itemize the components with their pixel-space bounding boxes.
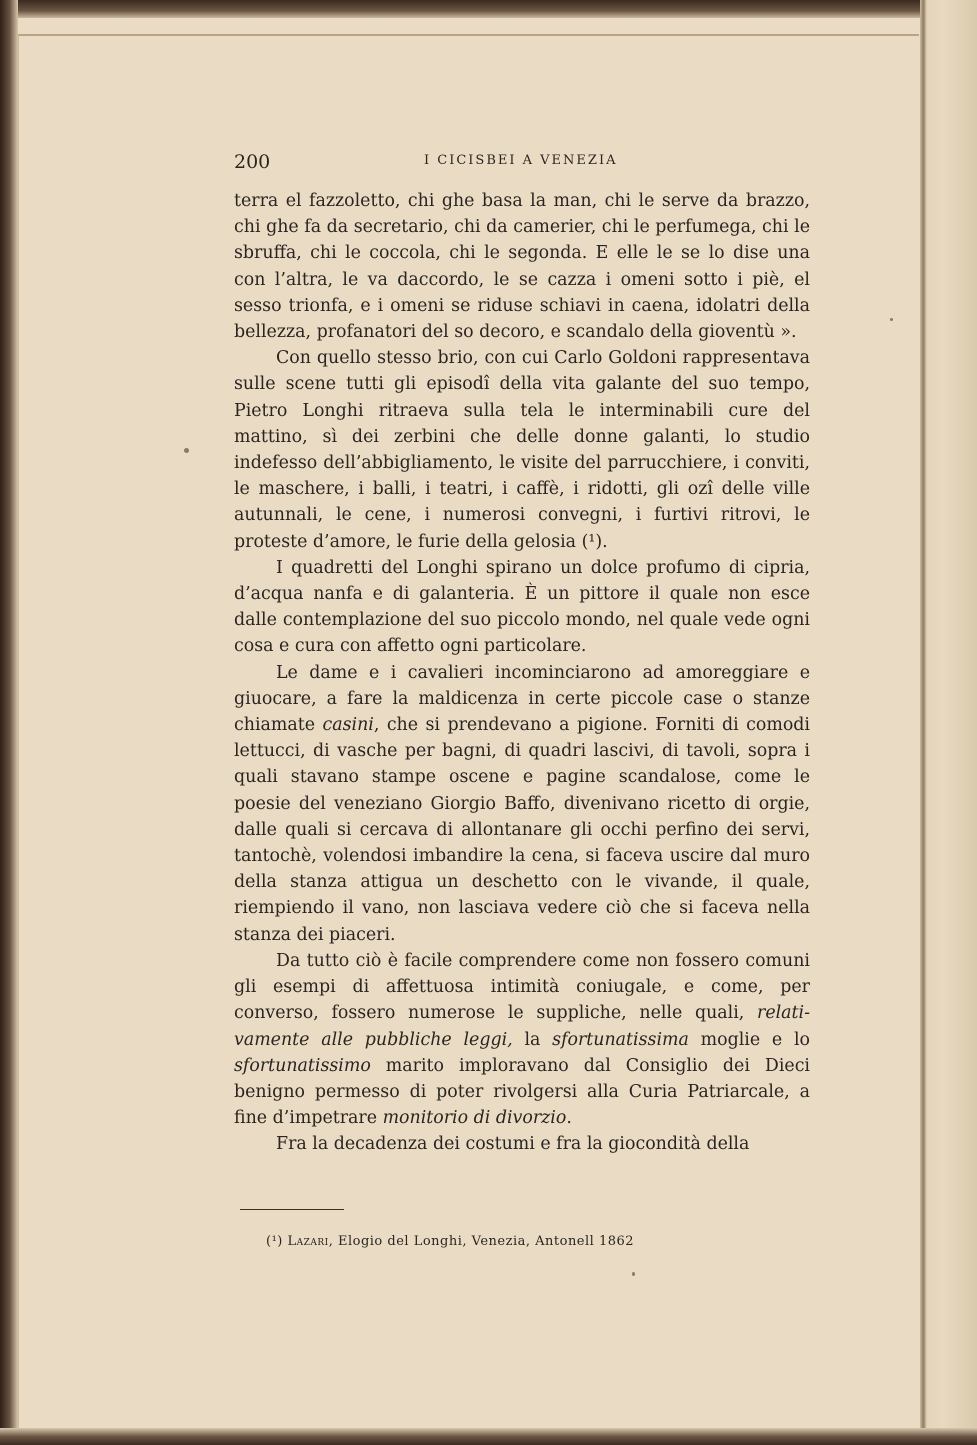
scan-border-bottom [0,1428,977,1445]
paper-speck [890,318,893,321]
paper-speck [184,448,189,453]
paragraph-continuation [234,188,810,345]
paragraph-goldoni-longhi [234,345,810,555]
text-segment: I quadretti del Longhi spirano un dolce profumo di cipria, d’acqua nanfa e di galanteria. È un pittore il quale non esce dalle contemplazione del suo piccolo mondo, nel quale vede ogni cosa e cura con affetto ogni particolare. [234,557,810,657]
text-segment: marito imploravano dal Consiglio dei Dieci benigno permesso di poter rivolgersi alla Curia Patriarcale, a fine d’impetrare [234,1055,810,1129]
text-segment: . [566,1108,572,1129]
text-segment: Da tutto ciò è facile comprendere come non fossero comuni gli esempi di affettuosa intimità coniugale, e come, per converso, fossero numerose le suppliche, nelle quali, [234,950,810,1024]
text-segment: Le dame e i cavalieri incominciarono ad amoreggiare e giuocare, a fare la maldicenza in certe piccole case o stanze chiamate [234,662,810,736]
footnote-text: , Elogio del Longhi, Venezia, Antonell 1862 [328,1234,635,1249]
text-segment: moglie e lo [688,1029,810,1050]
scan-border-top [0,0,977,18]
text-segment: terra el fazzoletto, chi ghe basa la man, chi le serve da brazzo, chi ghe fa da secretario, chi da camerier, chi le perfumega, chi le sbruffa, chi le coccola, chi le segonda. E elle le se lo dise una con l’altra, le va daccordo, le se cazza i omeni sotto i piè, el sesso trionfa, e i omeni se riduse schiavi in caena, idolatri della bellezza, profanatori del so decoro, e scandalo della gioventù ». [234,191,810,343]
footnote [266,1234,746,1249]
page-number: 200 [234,151,271,173]
text-segment: Con quello stesso brio, con cui Carlo Goldoni rappresentava sulle scene tutti gli episodî della vita galante del suo tempo, Pietro Longhi ritraeva sulla tela le interminabili cure del mattino, sì dei zerbini che delle donne galanti, lo studio indefesso dell’abbigliamento, le visite del parrucchiere, i conviti, le maschere, i balli, i teatri, i caffè, i ridotti, gli ozî delle ville autunnali, le cene, i numerosi convegni, i furtivi ritrovi, le proteste d’amore, le furie della gelosia (¹). [234,348,810,552]
footnote-author: Lazari [287,1234,329,1249]
paper-speck [632,1272,635,1276]
paragraph-decadenza [234,1131,810,1157]
running-title: I CICISBEI A VENEZIA [424,153,618,168]
text-segment: Fra la decadenza dei costumi e fra la giocondità della [276,1134,750,1155]
italic-term: casini [322,715,374,736]
italic-term: relativamente alle pubbliche leggi, [234,1003,810,1050]
running-header [234,151,810,177]
body-text [234,188,810,1158]
italic-term: sfortunatissimo [234,1055,371,1076]
paragraph-casini [234,660,810,948]
italic-term: sfortunatissima [552,1029,689,1050]
paragraph-divorzio [234,948,810,1131]
scan-border-left [0,0,18,1445]
text-segment: la [512,1029,553,1050]
paragraph-quadretti [234,555,810,660]
footnote-rule [240,1209,344,1210]
text-segment: , che si prendevano a pigione. Forniti di comodi lettucci, di vasche per bagni, di quadri lascivi, di tavoli, sopra i quali stavano stampe oscene e pagine scandalose, come le poesie del veneziano Giorgio Baffo, divenivano ricetto di orgie, dalle quali si cercava di allontanare gli occhi perfino dei servi, tantochè, volendosi imbandire la cena, si faceva uscire dal muro della stanza attigua un deschetto con le vivande, il quale, riempiendo il vano, non lasciava vedere ciò che si faceva nella stanza dei piaceri. [234,715,810,945]
scan-border-right [920,0,977,1445]
footnote-marker: (¹) [266,1234,283,1249]
italic-term: monitorio di divorzio [382,1108,567,1129]
